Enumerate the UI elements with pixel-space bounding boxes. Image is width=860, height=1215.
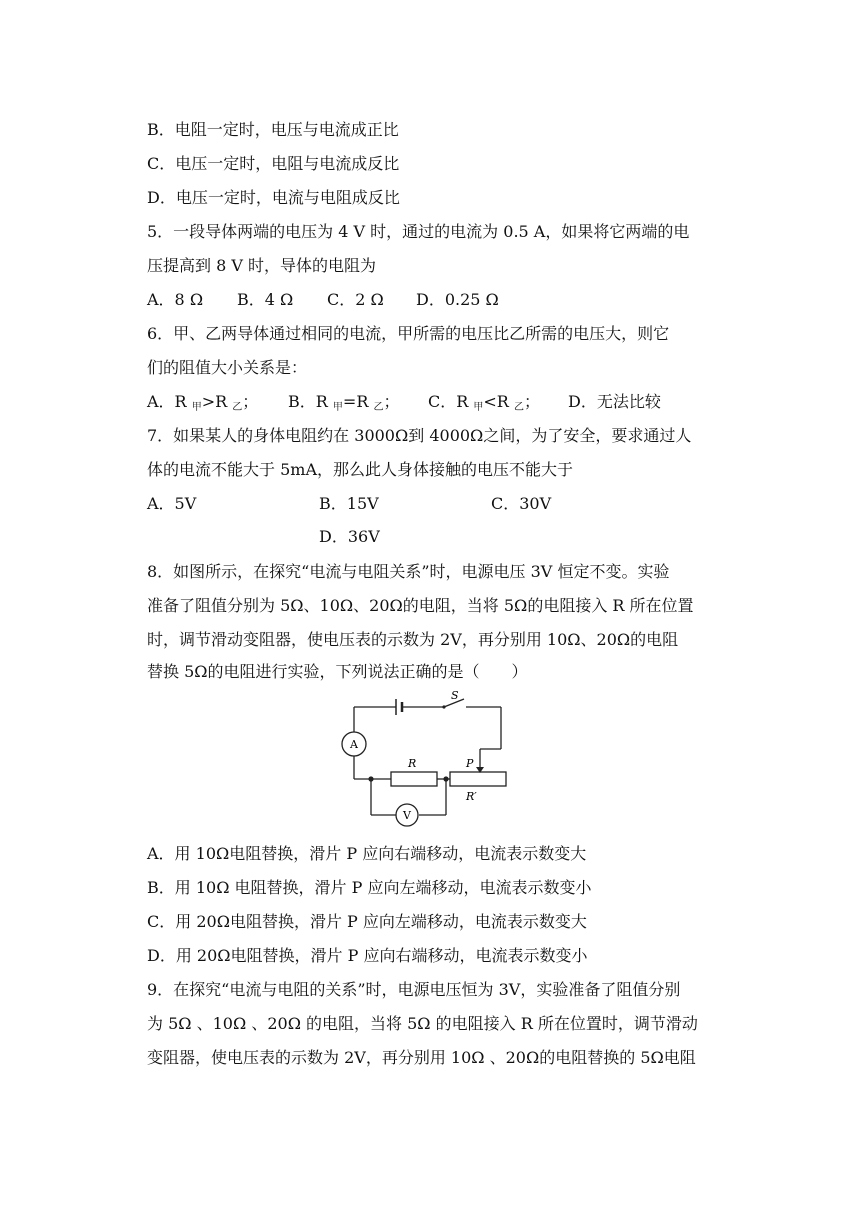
junction-dot-left — [368, 776, 373, 781]
q8-option-b: B．用 10Ω 电阻替换，滑片 P 应向左端移动，电流表示数变小 — [147, 878, 592, 897]
q8-option-d: D．用 20Ω电阻替换，滑片 P 应向右端移动，电流表示数变小 — [147, 946, 588, 965]
rheostat-r-prime — [450, 772, 506, 786]
q6-stem-line-1: 6．甲、乙两导体通过相同的电流，甲所需的电压比乙所需的电压大，则它 — [147, 324, 670, 343]
q4-option-b: B．电阻一定时，电压与电流成正比 — [147, 120, 399, 139]
q5-option-b: B．4 Ω — [237, 290, 294, 309]
q4-option-c: C．电压一定时，电阻与电流成反比 — [147, 154, 400, 173]
circuit-diagram — [316, 687, 516, 832]
resistor-r — [391, 772, 437, 786]
q8-stem-line-1: 8．如图所示，在探究“电流与电阻关系”时，电源电压 3V 恒定不变。实验 — [147, 562, 670, 581]
q6-stem-line-2: 们的阻值大小关系是： — [147, 358, 308, 377]
switch-contact — [442, 705, 445, 708]
voltmeter-label: V — [403, 809, 411, 822]
q8-option-c: C．用 20Ω电阻替换，滑片 P 应向左端移动，电流表示数变大 — [147, 912, 587, 931]
q7-option-a: A．5V — [147, 494, 197, 513]
q5-stem-line-1: 5．一段导体两端的电压为 4 V 时，通过的电流为 0.5 A，如果将它两端的电 — [147, 222, 690, 241]
q5-option-a: A．8 Ω — [147, 290, 204, 309]
slider-label: P — [466, 757, 474, 770]
q7-stem-line-2: 体的电流不能大于 5mA，那么此人身体接触的电压不能大于 — [147, 460, 573, 479]
q5-option-c: C．2 Ω — [327, 290, 384, 309]
resistor-label: R — [408, 757, 417, 770]
q9-stem-line-1: 9．在探究“电流与电阻的关系”时，电源电压恒为 3V，实验准备了阻值分别 — [147, 980, 681, 999]
q8-stem-line-2: 准备了阻值分别为 5Ω、10Ω、20Ω的电阻，当将 5Ω的电阻接入 R 所在位置 — [147, 596, 694, 615]
q6-option-c: C．R $_甲$<R $_乙$； — [428, 392, 540, 413]
q6-option-b: B．R $_甲$=R $_乙$； — [288, 392, 400, 413]
q7-option-c: C．30V — [491, 494, 552, 513]
q8-stem-line-4: 替换 5Ω的电阻进行实验，下列说法正确的是（ ） — [147, 662, 528, 681]
rheostat-label: R′ — [466, 790, 477, 803]
q7-option-b: B．15V — [319, 494, 379, 513]
q6-option-d: D．无法比较 — [568, 392, 661, 411]
q9-stem-line-2: 为 5Ω 、10Ω 、20Ω 的电阻，当将 5Ω 的电阻接入 R 所在位置时，调节滑动 — [147, 1014, 698, 1033]
q5-option-d: D．0.25 Ω — [416, 290, 499, 309]
q9-stem-line-3: 变阻器，使电压表的示数为 2V，再分别用 10Ω 、20Ω的电阻替换的 5Ω电阻 — [147, 1048, 696, 1067]
ammeter-label: A — [350, 738, 358, 751]
q5-stem-line-2: 压提高到 8 V 时，导体的电阻为 — [147, 256, 376, 275]
q7-stem-line-1: 7．如果某人的身体电阻约在 3000Ω到 4000Ω之间，为了安全，要求通过人 — [147, 426, 692, 445]
q8-stem-line-3: 时，调节滑动变阻器，使电压表的示数为 2V，再分别用 10Ω、20Ω的电阻 — [147, 630, 679, 649]
q4-option-d: D．电压一定时，电流与电阻成反比 — [147, 188, 400, 207]
q7-option-d: D．36V — [319, 527, 380, 546]
q8-option-a: A．用 10Ω电阻替换，滑片 P 应向右端移动，电流表示数变大 — [147, 844, 587, 863]
junction-dot-right — [443, 776, 448, 781]
switch-label: S — [451, 689, 459, 702]
q6-option-a: A．R $_甲$>R $_乙$； — [147, 392, 259, 413]
